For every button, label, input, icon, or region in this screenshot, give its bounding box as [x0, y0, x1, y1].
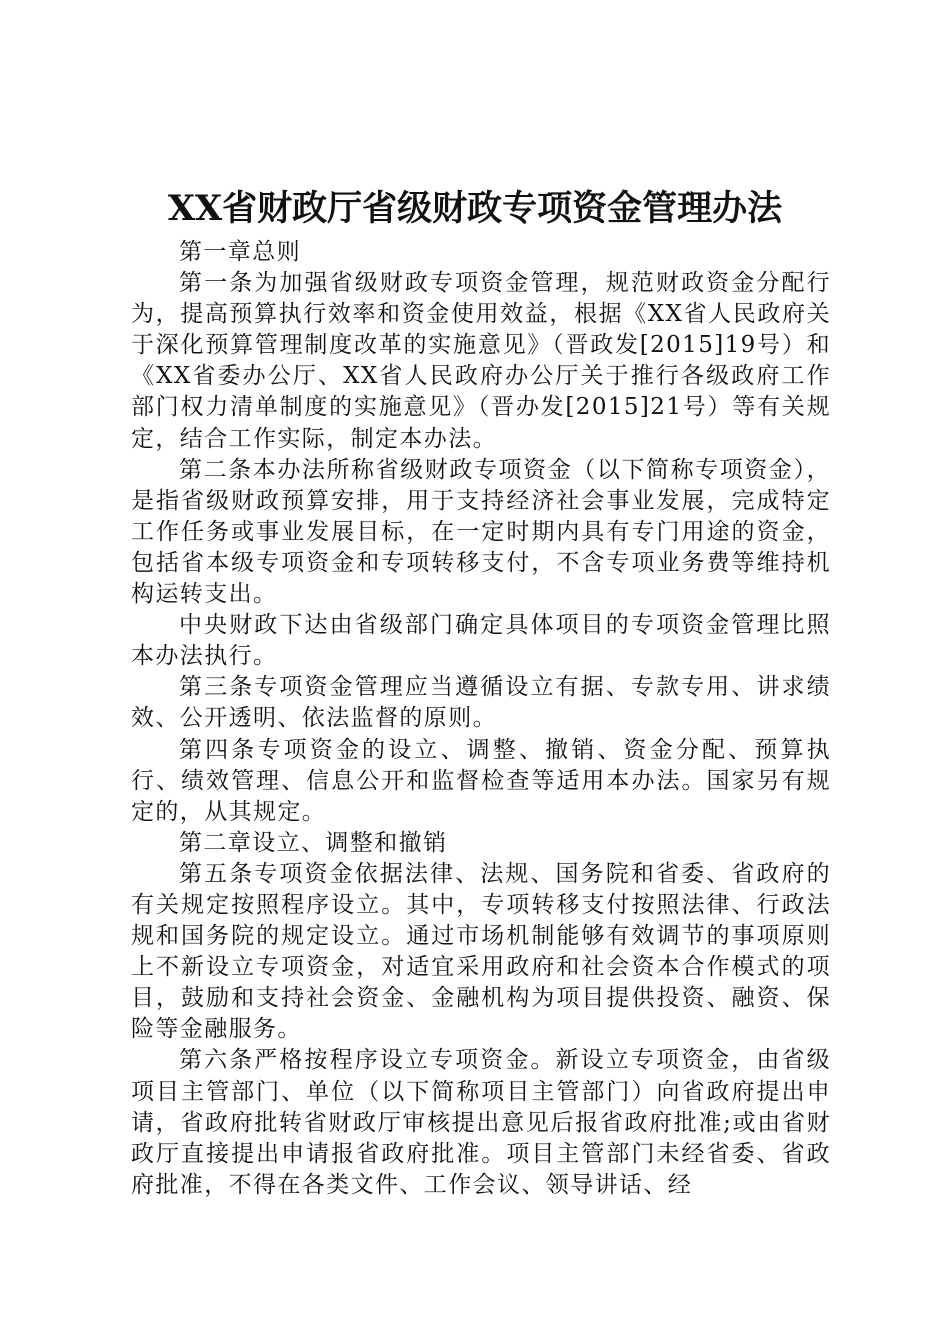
chapter-heading: 第二章设立、调整和撤销	[179, 829, 448, 856]
document-title: XX省财政厅省级财政专项资金管理办法	[167, 188, 783, 229]
document-body	[131, 237, 831, 1201]
chapter-heading: 第一章总则	[179, 239, 301, 265]
article-paragraph: 第六条严格按程序设立专项资金。新设立专项资金，由省级项目主管部门、单位（以下简称项目主管部门）向省政府提出申请，省政府批转省财政厅审核提出意见后报省政府批准;或由省财政厅直接提出申请报省政府批准。项目主管部门未经省委、省政府批准，不得在各类文件、工作会议、领导讲话、经	[131, 1047, 831, 1198]
article-paragraph: 第四条专项资金的设立、调整、撤销、资金分配、预算执行、绩效管理、信息公开和监督检查等适用本办法。国家另有规定的，从其规定。	[131, 736, 831, 825]
article-paragraph: 中央财政下达由省级部门确定具体项目的专项资金管理比照本办法执行。	[131, 612, 831, 670]
article-paragraph: 第三条专项资金管理应当遵循设立有据、专款专用、讲求绩效、公开透明、依法监督的原则。	[131, 674, 831, 732]
article-paragraph: 第五条专项资金依据法律、法规、国务院和省委、省政府的有关规定按照程序设立。其中，专项转移支付按照法律、行政法规和国务院的规定设立。通过市场机制能够有效调节的事项原则上不新设立专项资金，对适宜采用政府和社会资本合作模式的项目，鼓励和支持社会资金、金融机构为项目提供投资、融资、保险等金融服务。	[131, 860, 831, 1043]
article-paragraph: 第一条为加强省级财政专项资金管理，规范财政资金分配行为，提高预算执行效率和资金使用效益，根据《XX省人民政府关于深化预算管理制度改革的实施意见》（晋政发[2015]19号）和《XX省委办公厅、XX省人民政府办公厅关于推行各级政府工作部门权力清单制度的实施意见》（晋办发[2015]21号）等有关规定，结合工作实际，制定本办法。	[131, 270, 831, 452]
article-paragraph: 第二条本办法所称省级财政专项资金（以下简称专项资金），是指省级财政预算安排，用于支持经济社会事业发展，完成特定工作任务或事业发展目标，在一定时期内具有专门用途的资金，包括省本级专项资金和专项转移支付，不含专项业务费等维持机构运转支出。	[131, 456, 831, 608]
